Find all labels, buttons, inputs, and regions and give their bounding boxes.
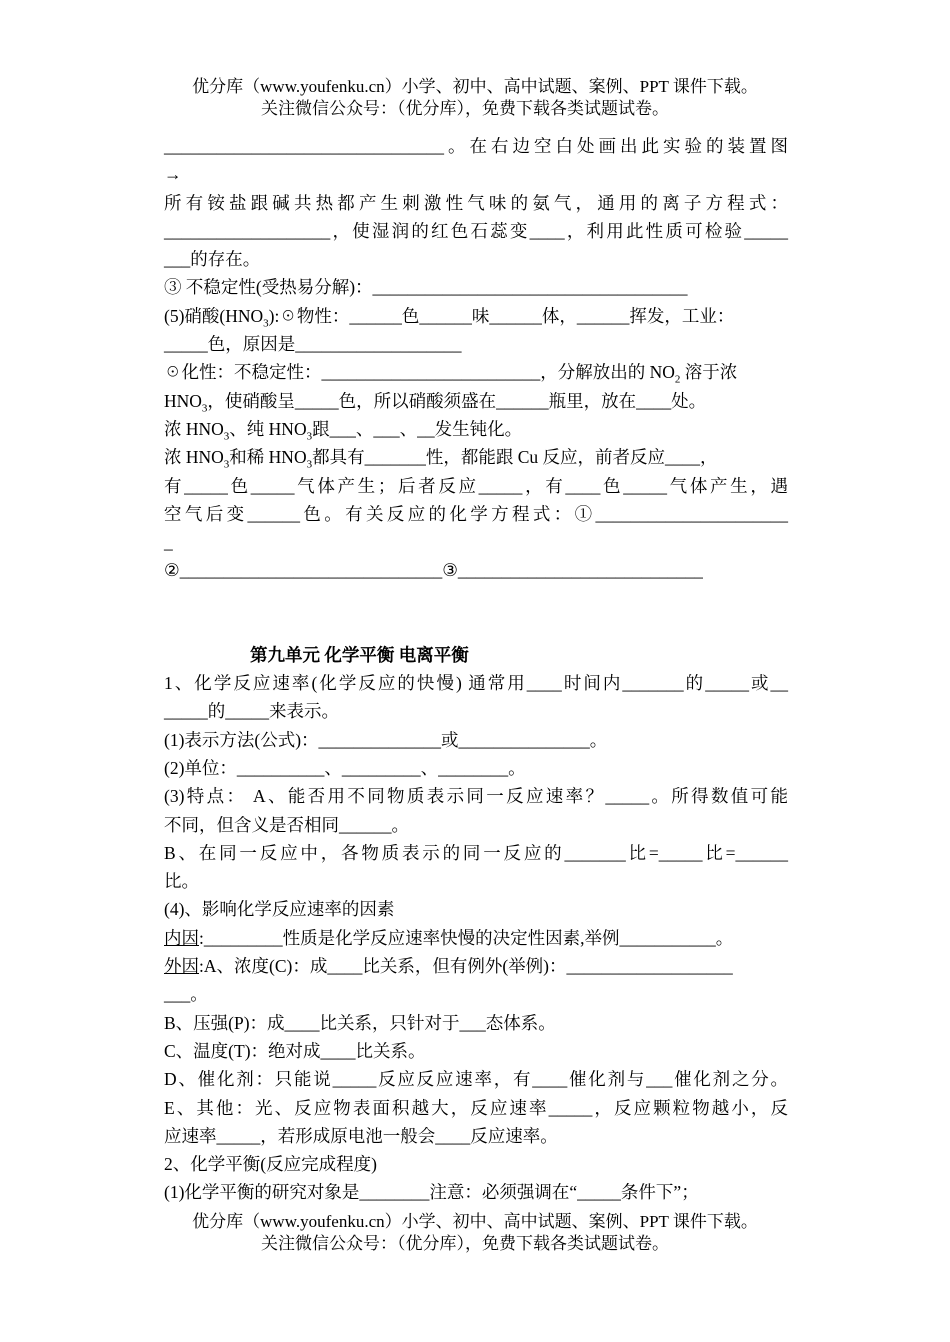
header-line-1: 优分库（www.youfenku.cn）小学、初中、高中试题、案例、PPT 课件下载。 <box>192 77 758 96</box>
unit-title: 第九单元 化学平衡 电离平衡 <box>250 644 469 665</box>
text-line: ②______________________________③____________________________ <box>164 560 703 581</box>
text-line: ___________________，使湿润的红色石蕊变____，利用此性质可检验_____ <box>164 220 788 241</box>
text-line: 浓 $HNO_3$和稀 $HNO_3$都具有_______性，都能跟 Cu 反应，前者反应____， <box>164 447 718 471</box>
text-line: ___。 <box>164 984 208 1005</box>
text-line: 有_____色_____气体产生；后者反应_____，有____色_____气体产生，遇 <box>164 475 788 496</box>
arrow-line: → <box>164 164 182 185</box>
document-body <box>164 132 788 1207</box>
page-footer <box>0 1211 950 1255</box>
text-line: C、温度(T)：绝对成____比关系。 <box>164 1040 426 1061</box>
text-line: 不同，但含义是否相同______。 <box>164 814 409 835</box>
text-line: ③ 不稳定性(受热易分解)：____________________________________ <box>164 277 688 298</box>
text-line: 内因:_________性质是化学反应速率快慢的决定性因素,举例___________。 <box>164 927 734 948</box>
text-line: 所有铵盐跟碱共热都产生刺激性气味的氨气，通用的离子方程式： <box>164 192 788 213</box>
text-line: (1)化学平衡的研究对象是________注意：必须强调在“_____条件下”； <box>164 1182 699 1203</box>
text-line: 比。 <box>164 871 199 892</box>
text-line: ___的存在。 <box>164 249 261 270</box>
header-line-2: 关注微信公众号：（优分库），免费下载各类试题试卷。 <box>261 99 669 118</box>
text-line: _ <box>164 532 173 553</box>
text-line: _____色，原因是___________________ <box>164 334 462 355</box>
text-line: B、压强(P)：成____比关系，只针对于___态体系。 <box>164 1012 556 1033</box>
text-line: 1、化学反应速率(化学反应的快慢) 通常用____时间内_______的_____或__ <box>164 673 788 694</box>
text-line: 空气后变______色。有关反应的化学方程式：①______________________ <box>164 503 788 524</box>
text-line: 应速率_____，若形成原电池一般会____反应速率。 <box>164 1125 558 1146</box>
text-line: B、在同一反应中，各物质表示的同一反应的_______比=_____比=______ <box>164 842 788 863</box>
text-line: (2)单位：__________、_________、________。 <box>164 757 526 778</box>
section-spacer <box>164 585 788 641</box>
text-line: ☉化性：不稳定性：_________________________，分解放出的 $NO_2$ 溶于浓 <box>164 362 738 386</box>
footer-line-2: 关注微信公众号：（优分库），免费下载各类试题试卷。 <box>261 1234 669 1253</box>
outer-factor-label: 外因 <box>164 956 199 977</box>
text-line: (4)、影响化学反应速率的因素 <box>164 899 395 920</box>
footer-line-1: 优分库（www.youfenku.cn）小学、初中、高中试题、案例、PPT 课件下载。 <box>192 1212 758 1231</box>
text-line: 外因:A、浓度(C)：成____比关系，但有例外(举例)：___________________ <box>164 956 733 977</box>
text-line: _____的_____来表示。 <box>164 701 339 722</box>
text-line: (3)特点： A、能否用不同物质表示同一反应速率？_____。所得数值可能 <box>164 786 788 807</box>
text-line: 浓 $HNO_3$、纯 $HNO_3$跟___、___、__发生钝化。 <box>164 418 523 443</box>
text-line: D、催化剂：只能说_____反应反应速率，有____催化剂与___催化剂之分。 <box>164 1069 788 1090</box>
text-line: 2、化学平衡(反应完成程度) <box>164 1154 377 1175</box>
text-line: (5)硝酸$(HNO_3):☉$物性：______色______味______体，______挥发，工业： <box>164 305 735 330</box>
text-line: E、其他：光、反应物表面积越大，反应速率_____，反应颗粒物越小，反 <box>164 1097 788 1118</box>
text-line: $HNO_3$，使硝酸呈_____色，所以硝酸须盛在______瓶里，放在____处。 <box>164 390 707 415</box>
text-line: (1)表示方法(公式)：______________或_______________。 <box>164 729 608 750</box>
page-header <box>0 76 950 120</box>
text-line: ________________________________。在右边空白处画出此实验的装置图 <box>164 136 788 156</box>
inner-factor-label: 内因 <box>164 927 199 948</box>
